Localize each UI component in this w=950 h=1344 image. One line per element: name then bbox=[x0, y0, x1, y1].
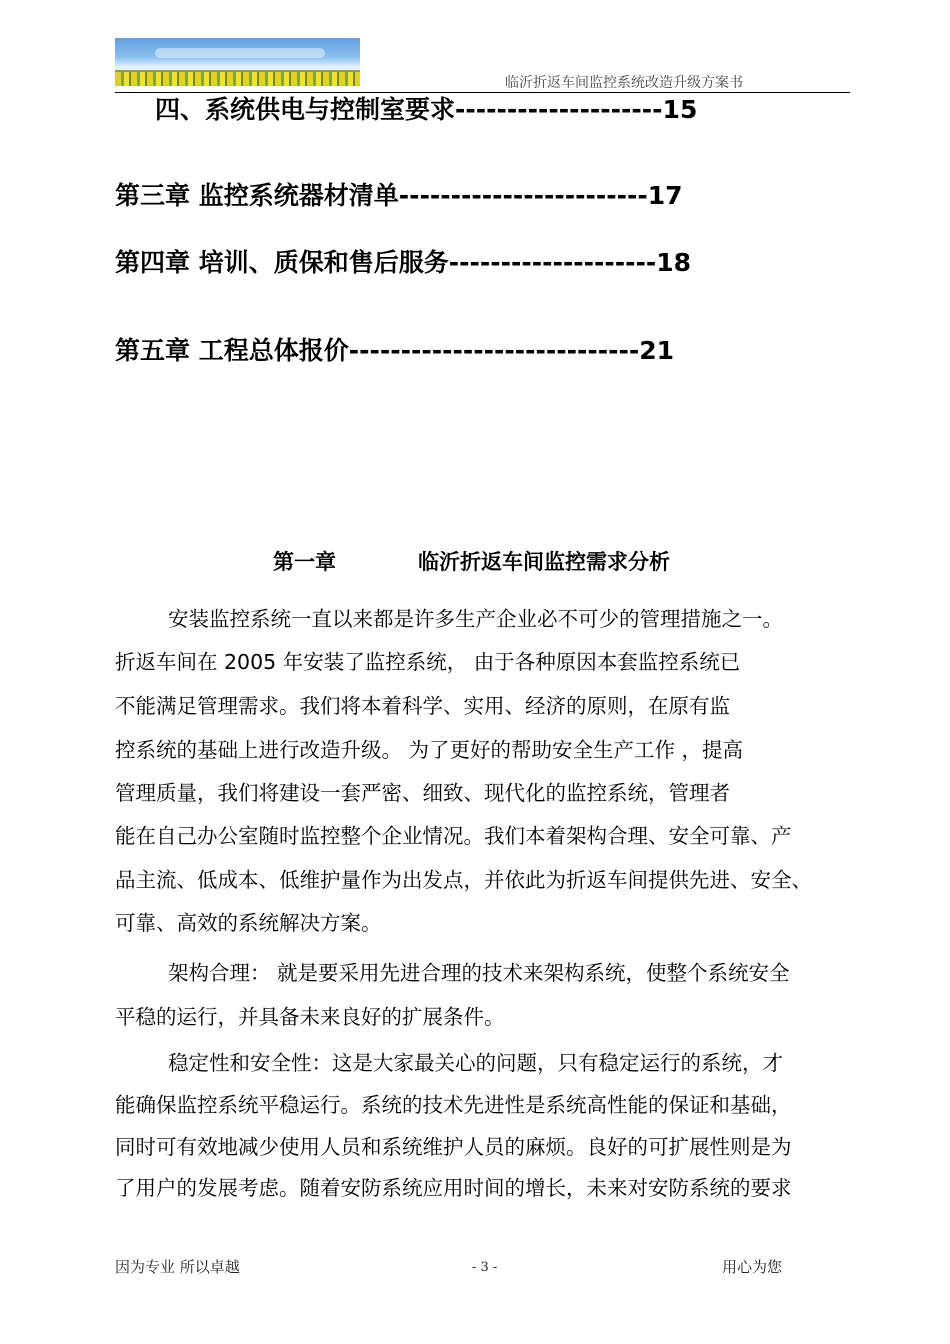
toc-item[interactable] bbox=[115, 243, 691, 279]
chapter-number: 第一章 bbox=[273, 550, 336, 574]
toc-item-page: 15 bbox=[662, 95, 698, 124]
toc-item-label: 第五章 工程总体报价 bbox=[115, 336, 349, 365]
toc-item-page: 18 bbox=[656, 248, 692, 277]
header-banner-image bbox=[115, 38, 360, 86]
paragraph-line: 了用户的发展考虑。随着安防系统应用时间的增长，未来对安防系统的要求 bbox=[115, 1176, 792, 1200]
toc-item-label: 四、系统供电与控制室要求 bbox=[155, 95, 456, 124]
paragraph-line: 管理质量，我们将建设一套严密、细致、现代化的监控系统，管理者 bbox=[115, 781, 730, 805]
toc-item-label: 第四章 培训、质保和售后服务 bbox=[115, 248, 449, 277]
footer-slogan: 因为专业 所以卓越 bbox=[115, 1258, 240, 1276]
toc-item-leader: ------------------------ bbox=[398, 181, 648, 210]
footer-motto: 用心为您 bbox=[722, 1258, 783, 1276]
banner-flower-field bbox=[115, 72, 360, 86]
toc-item-page: 21 bbox=[639, 336, 675, 365]
toc-item[interactable] bbox=[115, 176, 683, 212]
paragraph-line: 折返车间在 2005 年安装了监控系统， 由于各种原因本套监控系统已 bbox=[115, 650, 741, 674]
paragraph-line: 平稳的运行，并具备未来良好的扩展条件。 bbox=[115, 1005, 505, 1029]
paragraph-line: 架构合理： 就是要采用先进合理的技术来架构系统，使整个系统安全 bbox=[168, 961, 790, 985]
toc-item-label: 第三章 监控系统器材清单 bbox=[115, 181, 399, 210]
paragraph-line: 能确保监控系统平稳运行。系统的技术先进性是系统高性能的保证和基础， bbox=[115, 1093, 792, 1117]
toc-item[interactable] bbox=[155, 90, 697, 126]
toc-item-leader: -------------------- bbox=[448, 248, 657, 277]
paragraph-line: 安装监控系统一直以来都是许多生产企业必不可少的管理措施之一。 bbox=[168, 607, 783, 631]
page-number: - 3 - bbox=[472, 1260, 498, 1275]
paragraph-line: 能在自己办公室随时监控整个企业情况。我们本着架构合理、安全可靠、产 bbox=[115, 824, 792, 848]
banner-horizon bbox=[115, 66, 360, 70]
toc-item[interactable] bbox=[115, 331, 674, 367]
toc-item-leader: ---------------------------- bbox=[348, 336, 640, 365]
paragraph-line: 控系统的基础上进行改造升级。 为了更好的帮助安全生产工作 ，提高 bbox=[115, 738, 744, 762]
toc-item-leader: -------------------- bbox=[455, 95, 663, 124]
header-title: 临沂折返车间监控系统改造升级方案书 bbox=[505, 75, 743, 91]
paragraph-line: 同时可有效地减少使用人员和系统维护人员的麻烦。良好的可扩展性则是为 bbox=[115, 1135, 792, 1159]
toc-item-page: 17 bbox=[647, 181, 683, 210]
chapter-heading: 临沂折返车间监控需求分析 bbox=[418, 550, 670, 574]
paragraph-line: 稳定性和安全性：这是大家最关心的问题，只有稳定运行的系统，才 bbox=[168, 1051, 783, 1075]
paragraph-line: 品主流、低成本、低维护量作为出发点，并依此为折返车间提供先进、安全、 bbox=[115, 868, 812, 892]
paragraph-line: 不能满足管理需求。我们将本着科学、实用、经济的原则，在原有监 bbox=[115, 694, 730, 718]
paragraph-line: 可靠、高效的系统解决方案。 bbox=[115, 911, 382, 935]
banner-cloud bbox=[155, 48, 325, 58]
